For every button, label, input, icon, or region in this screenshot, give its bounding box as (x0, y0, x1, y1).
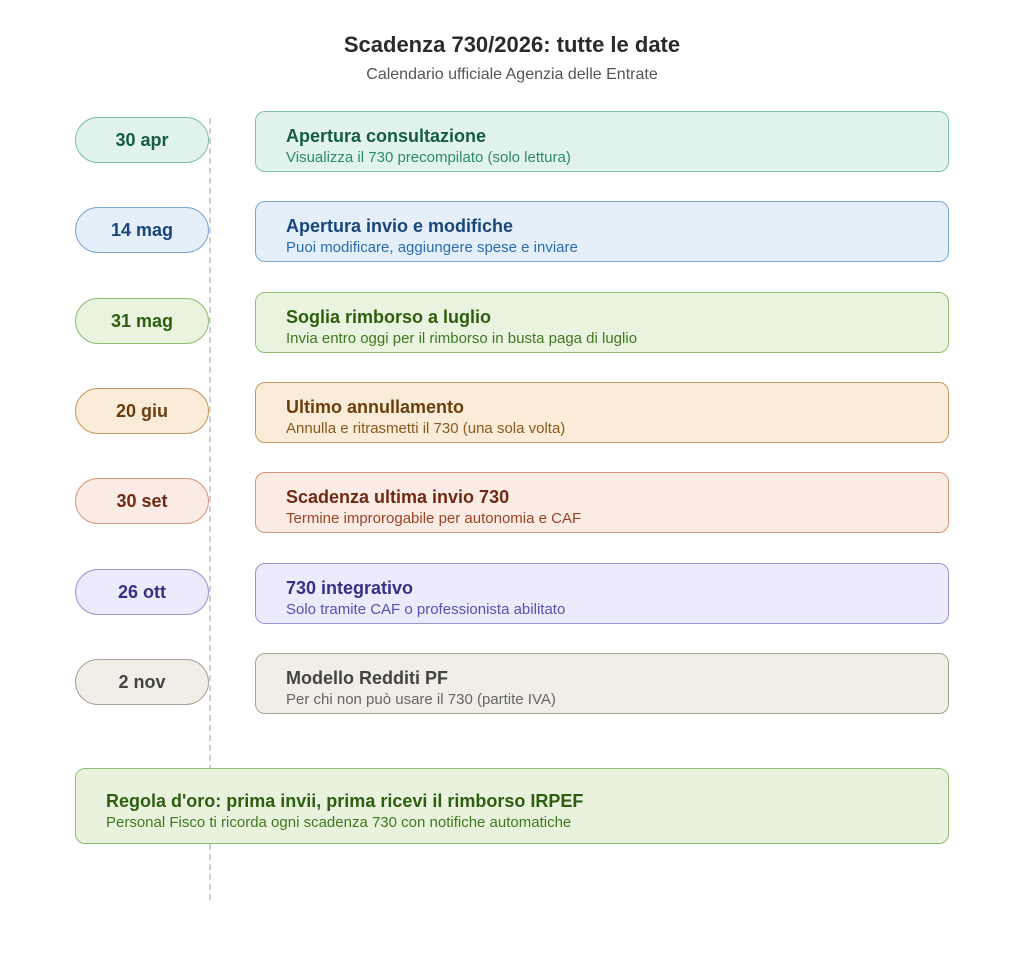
event-card (255, 111, 949, 172)
event-title: 730 integrativo (286, 578, 414, 598)
event-description: Per chi non può usare il 730 (partite IVA) (286, 691, 556, 708)
timeline-row (0, 472, 1024, 534)
event-card (255, 563, 949, 624)
event-card (255, 201, 949, 262)
date-pill: 31 mag (75, 298, 209, 344)
event-card (255, 653, 949, 714)
event-title: Apertura invio e modifiche (286, 216, 514, 236)
page-subtitle: Calendario ufficiale Agenzia delle Entrate (366, 66, 658, 83)
date-pill: 20 giu (75, 388, 209, 434)
page-title: Scadenza 730/2026: tutte le date (343, 32, 681, 57)
header (0, 30, 1024, 86)
event-title: Modello Redditi PF (286, 668, 448, 688)
event-description: Annulla e ritrasmetti il 730 (una sola volta) (286, 420, 566, 437)
date-pill: 26 ott (75, 569, 209, 615)
timeline-row (0, 201, 1024, 263)
banner-title: Regola d'oro: prima invii, prima ricevi il rimborso IRPEF (106, 791, 584, 811)
event-title: Ultimo annullamento (286, 397, 465, 417)
event-title: Soglia rimborso a luglio (286, 307, 492, 327)
timeline-row (0, 653, 1024, 715)
event-description: Visualizza il 730 precompilato (solo lettura) (286, 149, 571, 166)
event-card (255, 382, 949, 443)
event-title: Scadenza ultima invio 730 (286, 487, 510, 507)
event-title: Apertura consultazione (286, 126, 487, 146)
event-card (255, 472, 949, 533)
event-description: Termine improrogabile per autonomia e CAF (286, 510, 582, 527)
golden-rule-banner (75, 768, 949, 844)
timeline-row (0, 111, 1024, 173)
event-description: Solo tramite CAF o professionista abilitato (286, 601, 566, 618)
date-pill: 2 nov (75, 659, 209, 705)
event-card (255, 292, 949, 353)
timeline-row (0, 563, 1024, 625)
event-description: Puoi modificare, aggiungere spese e inviare (286, 239, 578, 256)
event-description: Invia entro oggi per il rimborso in busta paga di luglio (286, 330, 638, 347)
date-pill: 30 apr (75, 117, 209, 163)
date-pill: 30 set (75, 478, 209, 524)
banner-description: Personal Fisco ti ricorda ogni scadenza 730 con notifiche automatiche (106, 814, 572, 831)
timeline-row (0, 292, 1024, 354)
timeline-row (0, 382, 1024, 444)
date-pill: 14 mag (75, 207, 209, 253)
